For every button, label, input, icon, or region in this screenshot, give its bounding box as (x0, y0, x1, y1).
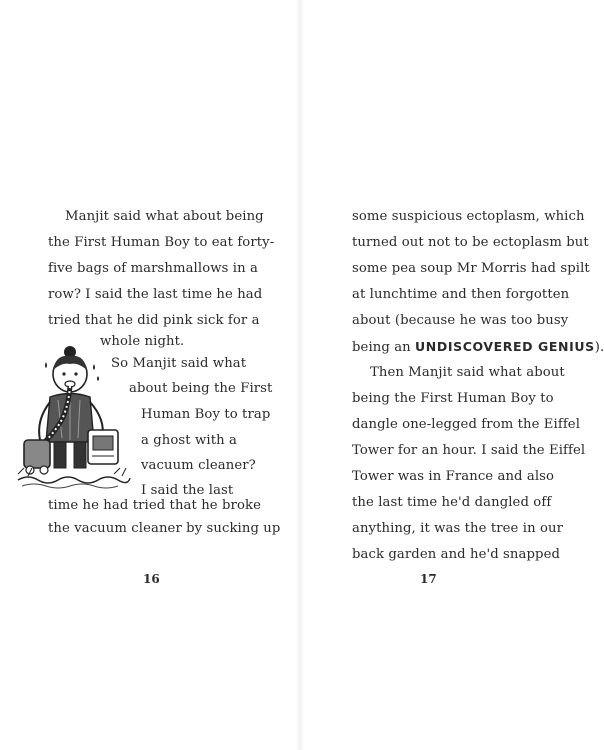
text-line: some suspicious ectoplasm, which (352, 209, 585, 224)
text-line: whole night. (100, 334, 185, 349)
text-line: turned out not to be ectoplasm but (352, 235, 589, 250)
text-fragment: ). (594, 340, 604, 355)
text-line: being the First Human Boy to (352, 391, 554, 406)
text-line: five bags of marshmallows in a (48, 261, 258, 276)
left-page (0, 0, 300, 750)
text-line: anything, it was the tree in our (352, 521, 563, 536)
text-line: Tower for an hour. I said the Eiffel (352, 443, 586, 458)
text-line: some pea soup Mr Morris had spilt (352, 261, 590, 276)
text-line: vacuum cleaner? (141, 458, 256, 473)
text-line: the vacuum cleaner by sucking up (48, 521, 281, 536)
text-line: Manjit said what about being (65, 209, 264, 224)
text-line: at lunchtime and then forgotten (352, 287, 570, 302)
page-number: 16 (143, 572, 160, 586)
right-page (300, 0, 604, 750)
text-line: Tower was in France and also (352, 469, 555, 484)
text-line: time he had tried that he broke (48, 498, 261, 513)
page-number: 17 (420, 572, 437, 586)
text-line: about (because he was too busy (352, 313, 569, 328)
text-line: Human Boy to trap (141, 407, 271, 422)
text-line: a ghost with a (141, 433, 237, 448)
text-fragment: being an (352, 340, 416, 355)
text-line: dangle one-legged from the Eiffel (352, 417, 581, 432)
text-line: the First Human Boy to eat forty- (48, 235, 275, 250)
text-line: tried that he did pink sick for a (48, 313, 260, 328)
text-line: back garden and he'd snapped (352, 547, 561, 562)
undiscovered-genius-text: UNDISCOVERED GENIUS (415, 339, 595, 354)
text-line: Then Manjit said what about (370, 365, 565, 380)
text-line: row? I said the last time he had (48, 287, 263, 302)
text-line-genius (352, 338, 604, 357)
boy-vacuum-illustration (18, 342, 130, 492)
text-line: So Manjit said what (111, 356, 247, 371)
text-line: the last time he'd dangled off (352, 495, 552, 510)
text-line: about being the First (129, 381, 273, 396)
text-line: I said the last (141, 483, 234, 498)
